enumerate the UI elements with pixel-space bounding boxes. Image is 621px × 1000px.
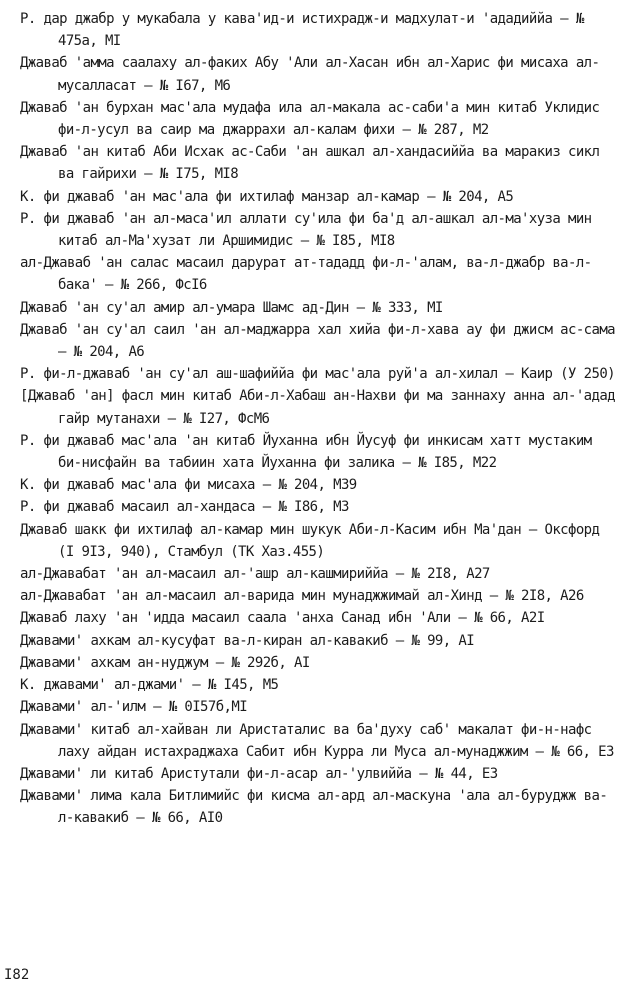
page-number: I82 [4,967,30,983]
index-entry: Джаваб 'ан бурхан мас'ала мудафа ила ал-макала ас-саби'а мин китаб Уклидис фи-л-усул ва саир ма джаррахи ал-калам фихи – № 287, М2 [20,99,600,139]
index-entry: Джаваб лаху 'ан 'идда масаил саала 'анха Санад ибн 'Али – № 66, А2I [20,610,545,627]
index-entry: К. фи джаваб 'ан мас'ала фи ихтилаф манзар ал-камар – № 204, А5 [20,188,514,205]
index-entry: К. джавами' ал-джами' – № I45, М5 [20,677,279,694]
index-entry: Джаваб шакк фи ихтилаф ал-камар мин шукук Аби-л-Касим ибн Ма'дан – Оксфорд (I 9I3, 940), Стамбул (ТК Хаз.455) [20,521,600,560]
index-entry: ал-Джавабат 'ан ал-масаил ал-'ашр ал-кашмириййа – № 2I8, А27 [20,566,490,583]
index-entry: Джавами' лима кала Битлимийс фи кисма ал-ард ал-маскуна 'ала ал-буруджж ва-л-кавакиб – № 66, АI0 [20,788,608,827]
index-entry: Р. фи джаваб 'ан ал-маса'ил аллати су'ила фи ба'д ал-ашкал ал-ма'хуза мин китаб ал-Ма'хузат ли Аршимидис – № I85, МI8 [20,210,592,250]
index-entry: Джаваб 'амма саалаху ал-факих Абу 'Али ал-Хасан ибн ал-Харис фи мисаха ал-мусалласат – № I67, М6 [20,55,600,94]
index-entry: Джавами' китаб ал-хайван ли Аристаталис ва ба'духу саб' макалат фи-н-нафс лаху айдан истахраджаха Сабит ибн Курра ли Муса ал-мунаджжим – № 66, Е3 [20,721,614,760]
index-entry: ал-Джаваб 'ан салас масаил дарурат ат-тададд фи-л-'алам, ва-л-джабр ва-л-бака' – № 266, ФсI6 [20,255,592,294]
index-entry: Джавами' ахкам ал-кусуфат ва-л-киран ал-кавакиб – № 99, АI [20,632,475,649]
index-entry: Р. дар джабр у мукабала у кава'ид-и истихрадж-и мадхулат-и 'ададиййа – № 475а, МI [20,11,584,50]
index-entry: [Джаваб 'ан] фасл мин китаб Аби-л-Хабаш ан-Нахви фи ма заннаху анна ал-'адад гайр мутанахи – № I27, ФсМ6 [20,388,615,427]
index-entry: Р. фи-л-джаваб 'ан су'ал аш-шафиййа фи мас'ала руй'а ал-хилал – Каир (У 250) [20,366,615,383]
index-entry: Джаваб 'ан су'ал амир ал-умара Шамс ад-Дин – № 333, МI [20,299,443,316]
index-entry: Джаваб 'ан су'ал саил 'ан ал-маджарра хал хийа фи-л-хава ау фи джисм ас-сама – № 204, А6 [20,321,615,361]
index-entry: Джавами' ахкам ан-нуджум – № 292б, АI [20,654,310,671]
index-entry: ал-Джавабат 'ан ал-масаил ал-варида мин мунаджжимай ал-Хинд – № 2I8, А26 [20,588,584,605]
document-page [20,8,615,830]
index-entry: Джавами' ал-'илм – № 0I57б,МI [20,699,248,716]
index-entry: Джавами' ли китаб Аристутали фи-л-асар ал-'улвиййа – № 44, Е3 [20,765,498,782]
index-entry: Р. фи джаваб мас'ала 'ан китаб Йуханна ибн Йусуф фи инкисам хатт мустаким би-нисфайн ва табиин хата Йуханна фи залика – № I85, М22 [20,432,592,472]
index-entry: Р. фи джаваб масаил ал-хандаса – № I86, М3 [20,499,349,516]
index-entry: К. фи джаваб мас'ала фи мисаха – № 204, М39 [20,477,357,494]
index-entry: Джаваб 'ан китаб Аби Исхак ас-Саби 'ан ашкал ал-хандасиййа ва маракиз сикл ва гайрихи – № I75, МI8 [20,144,600,183]
